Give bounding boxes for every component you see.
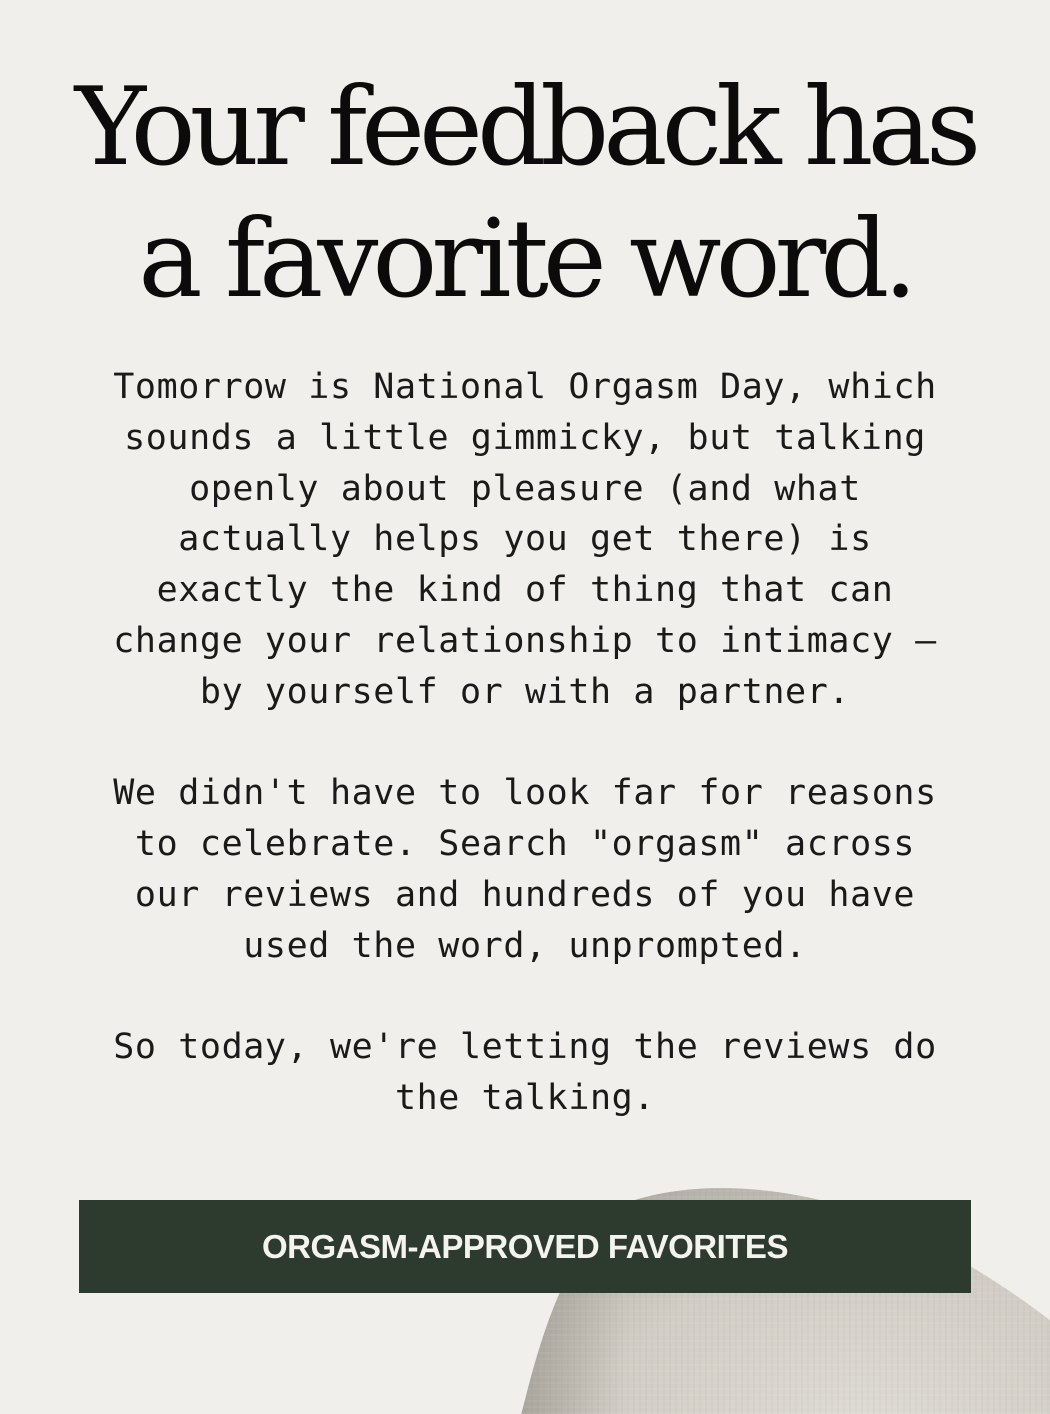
body-line: our reviews and hundreds of you have — [134, 874, 916, 915]
cta-label: ORGASM-APPROVED FAVORITES — [262, 1227, 788, 1265]
headline — [40, 62, 1010, 326]
body-line: actually helps you get there) is — [178, 519, 872, 560]
paragraph-1 — [70, 362, 980, 718]
body-line: by yourself or with a partner. — [199, 671, 851, 712]
body-line: the talking. — [394, 1078, 656, 1119]
headline-line-1: Your feedback has — [74, 65, 976, 190]
body-line: We didn't have to look far for reasons — [113, 773, 937, 814]
body-line: exactly the kind of thing that can — [156, 570, 894, 611]
body-line: Tomorrow is National Orgasm Day, which — [113, 367, 937, 407]
body-copy — [70, 362, 980, 1124]
body-line: used the word, unprompted. — [243, 925, 807, 966]
body-line: to celebrate. Search "orgasm" across — [134, 824, 916, 865]
paragraph-spacer — [70, 972, 980, 1023]
paragraph-2 — [70, 768, 980, 971]
paragraph-3 — [70, 1022, 980, 1124]
body-line: change your relationship to intimacy – — [113, 620, 937, 661]
headline-line-2: a favorite word. — [138, 197, 912, 322]
orgasm-approved-favorites-button[interactable] — [79, 1200, 971, 1293]
body-line: So today, we're letting the reviews do — [113, 1027, 937, 1068]
body-line: openly about pleasure (and what — [189, 468, 861, 509]
body-line: sounds a little gimmicky, but talking — [124, 417, 926, 458]
paragraph-spacer — [70, 718, 980, 769]
